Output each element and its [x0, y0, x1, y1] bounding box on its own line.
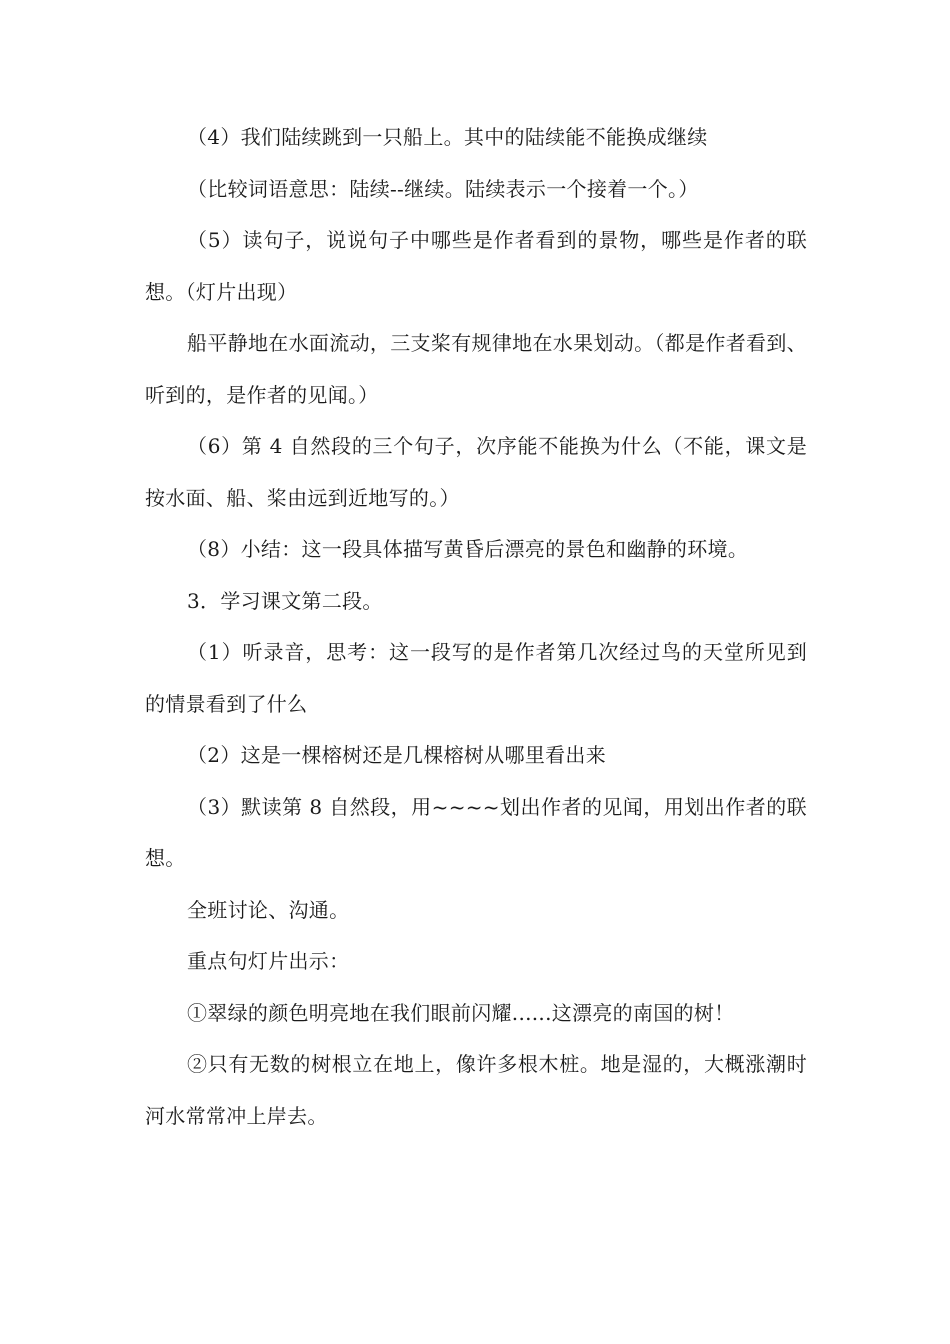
paragraph-item-4: （4）我们陆续跳到一只船上。其中的陆续能不能换成继续: [187, 125, 708, 149]
paragraph-item-5: （5）读句子，说说句子中哪些是作者看到的景物，哪些是作者的联想。（灯片出现）: [145, 228, 807, 304]
document-body: [145, 112, 807, 1142]
paragraph-word-comparison: （比较词语意思：陆续--继续。陆续表示一个接着一个。）: [187, 176, 699, 201]
paragraph-class-discussion: 全班讨论、沟通。: [187, 897, 350, 922]
key-sentence-1: ①翠绿的颜色明亮地在我们眼前闪耀......这漂亮的南国的树！: [187, 1000, 735, 1025]
key-sentence-2: ②只有无数的树根立在地上，像许多根木桩。地是湿的，大概涨潮时河水常常冲上岸去。: [145, 1052, 807, 1128]
paragraph-part2-item-1: （1）听录音，思考：这一段写的是作者第几次经过鸟的天堂所见到的情景看到了什么: [145, 640, 807, 716]
paragraph-part2-item-2: （2）这是一棵榕树还是几棵榕树从哪里看出来: [187, 743, 607, 767]
paragraph-item-6: （6）第 4 自然段的三个句子，次序能不能换为什么（不能，课文是按水面、船、桨由远到近地写的。）: [145, 434, 807, 510]
paragraph-part2-item-3: （3）默读第 8 自然段，用~~~~划出作者的见闻，用划出作者的联想。: [145, 794, 807, 870]
section-heading-part-2: 3．学习课文第二段。: [187, 588, 383, 613]
paragraph-key-sentences-label: 重点句灯片出示：: [187, 949, 350, 973]
paragraph-item-8-summary: （8）小结：这一段具体描写黄昏后漂亮的景色和幽静的环境。: [187, 537, 749, 561]
paragraph-boat-sentence: 船平静地在水面流动，三支桨有规律地在水果划动。（都是作者看到、听到的，是作者的见闻。）: [145, 331, 807, 407]
